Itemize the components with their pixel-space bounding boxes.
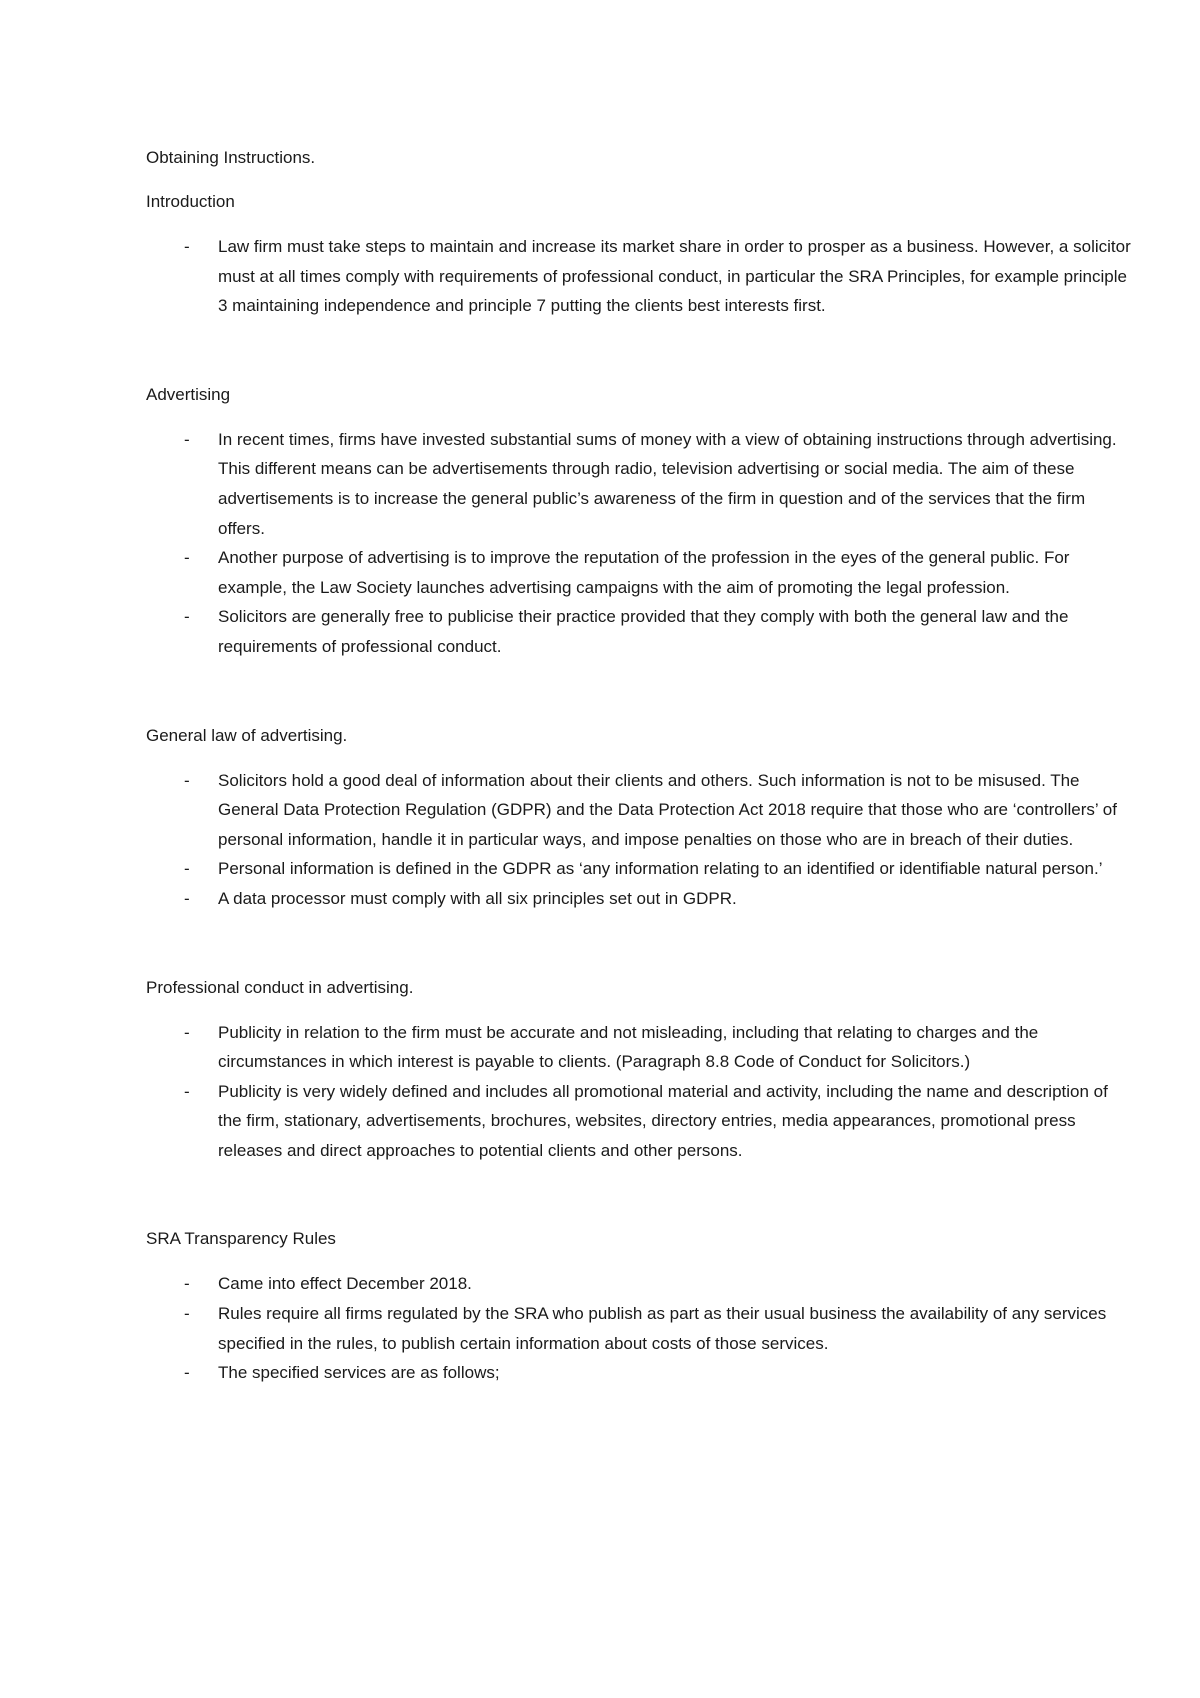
- spacer: [146, 1165, 1080, 1227]
- section-heading: General law of advertising.: [146, 725, 348, 745]
- bullet-marker: -: [184, 770, 190, 790]
- section-general-law: [146, 724, 1117, 914]
- list-item: [146, 232, 1136, 321]
- bullet-marker: -: [184, 888, 190, 908]
- list-item-text: Another purpose of advertising is to improve the reputation of the profession in the eyes of the general public. For example, the Law Society launches advertising campaigns with the aim of promoting the legal profession.: [218, 548, 1070, 597]
- bullet-list: [146, 766, 1117, 914]
- spacer: [146, 321, 1080, 383]
- bullet-marker: -: [184, 1363, 190, 1383]
- list-item: [146, 766, 1136, 855]
- section-heading: Advertising: [146, 384, 231, 404]
- list-item: [146, 854, 1136, 884]
- list-item-text: A data processor must comply with all six principles set out in GDPR.: [218, 888, 737, 908]
- section-advertising: [146, 383, 1117, 662]
- list-item-text: The specified services are as follows;: [218, 1363, 500, 1383]
- bullet-list: [146, 425, 1117, 662]
- bullet-marker: -: [184, 1304, 190, 1324]
- list-item-text: Personal information is defined in the GDPR as ‘any information relating to an identified or identifiable natural person.’: [218, 859, 1103, 879]
- list-item-text: Solicitors hold a good deal of information about their clients and others. Such information is not to be misused. The General Data Protection Regulation (GDPR) and the Data Protection Act 2018 require that those who are ‘controllers’ of personal information, handle it in particular ways, and impose penalties on those who are in breach of their duties.: [218, 770, 1117, 849]
- bullet-list: [146, 232, 1131, 321]
- list-item-text: Came into effect December 2018.: [218, 1274, 472, 1294]
- bullet-marker: -: [184, 237, 190, 256]
- section-sra-transparency-rules: [146, 1227, 1107, 1387]
- spacer: [146, 662, 1080, 724]
- bullet-marker: -: [184, 859, 190, 879]
- list-item: [146, 1018, 1136, 1077]
- document-title: Obtaining Instructions.: [146, 148, 316, 167]
- list-item: [146, 543, 1136, 602]
- bullet-marker: -: [184, 1274, 190, 1294]
- bullet-marker: -: [184, 548, 190, 568]
- list-item: [146, 1299, 1136, 1358]
- spacer: [146, 914, 1080, 976]
- list-item: [146, 425, 1136, 543]
- list-item-text: In recent times, firms have invested substantial sums of money with a view of obtaining instructions through advertising. This different means can be advertisements through radio, television advertising or social media. The aim of these advertisements is to increase the general public’s awareness of the firm in question and of the services that the firm offers.: [218, 429, 1117, 538]
- list-item-text: Publicity is very widely defined and includes all promotional material and activity, including the name and description of the firm, stationary, advertisements, brochures, websites, directory entries, media appearances, promotional press releases and direct approaches to potential clients and other persons.: [218, 1081, 1108, 1160]
- section-introduction: [146, 190, 1131, 321]
- list-item: [146, 884, 1136, 914]
- list-item: [146, 1269, 1136, 1299]
- bullet-list: [146, 1269, 1107, 1387]
- bullet-marker: -: [184, 1081, 190, 1101]
- list-item-text: Law firm must take steps to maintain and increase its market share in order to prosper as a business. However, a solicitor must at all times comply with requirements of professional conduct, in particular the SRA Principles, for example principle 3 maintaining independence and principle 7 putting the clients best interests first.: [218, 237, 1131, 316]
- section-heading: Introduction: [146, 192, 235, 211]
- list-item-text: Publicity in relation to the firm must be accurate and not misleading, including that relating to charges and the circumstances in which interest is payable to clients. (Paragraph 8.8 Code of Conduct for Solicitors.): [218, 1022, 1039, 1072]
- list-item: [146, 1358, 1136, 1388]
- bullet-marker: -: [184, 607, 190, 627]
- bullet-marker: -: [184, 1022, 190, 1042]
- list-item-text: Solicitors are generally free to publicise their practice provided that they comply with both the general law and the requirements of professional conduct.: [218, 607, 1069, 656]
- list-item: [146, 602, 1136, 661]
- section-heading: SRA Transparency Rules: [146, 1229, 336, 1249]
- bullet-marker: -: [184, 429, 190, 449]
- list-item-text: Rules require all firms regulated by the SRA who publish as part as their usual business the availability of any services specified in the rules, to publish certain information about costs of those services.: [218, 1304, 1107, 1353]
- section-heading: Professional conduct in advertising.: [146, 977, 414, 997]
- section-professional-conduct: [146, 976, 1108, 1166]
- list-item: [146, 1077, 1136, 1166]
- bullet-list: [146, 1018, 1108, 1166]
